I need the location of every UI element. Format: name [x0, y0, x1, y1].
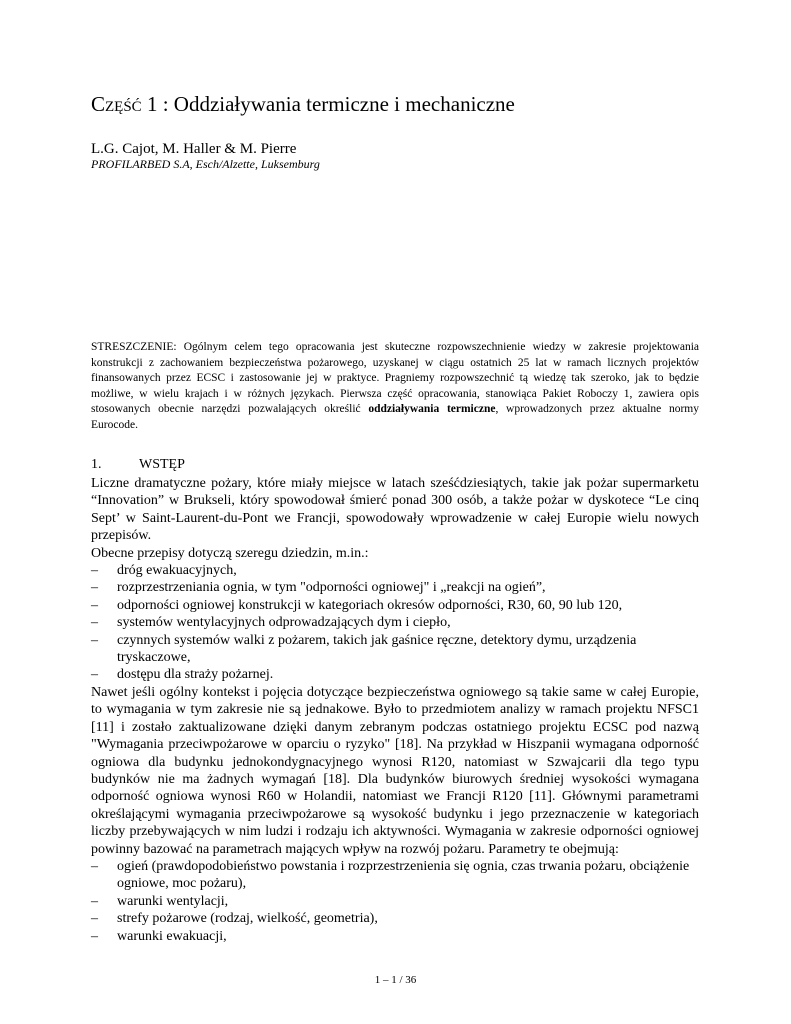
dash-bullet: –: [91, 928, 98, 944]
list-item: [91, 614, 699, 631]
dash-bullet: –: [91, 632, 98, 648]
paragraph-3: Nawet jeśli ogólny kontekst i pojęcia dotyczące bezpieczeństwa ogniowego są takie same w całej Europie, to wymagania w tym zakresie nie są jednakowe. Było to przedmiotem analizy w ramach projektu NFSC1 [11] i zostało zaktualizowane dzięki danym zebranym podczas ostatniego projektu ECSC pod nazwą "Wymagania przeciwpożarowe w oparciu o ryzyko" [18]. Na przykład w Hiszpanii wymagana odporność ogniowa dla budynku jednokondygnacyjnego wynosi R120, natomiast w Szwajcarii dla tego typu budynków nie ma żadnych wymagań [18]. Dla budynków biurowych średniej wysokości wymagana odporność ogniowa wynosi R60 w Holandii, natomiast we Francji R120 [11]. Głównymi parametrami określającymi wymagania przeciwpożarowe są wysokość budynku i jego przeznaczenie w kategoriach liczby przebywających w nim ludzi i rodzaju ich aktywności. Wymagania w zakresie odporności ogniowej powinny bazować na parametrach mających wpływ na rozwój pożaru. Parametry te obejmują:: [91, 684, 699, 857]
abstract-bold-term: oddziaływania termiczne: [368, 403, 496, 415]
list-item-text: systemów wentylacyjnych odprowadzających dym i ciepło,: [117, 615, 451, 631]
authors: L.G. Cajot, M. Haller & M. Pierre: [91, 141, 297, 157]
affiliation: PROFILARBED S.A, Esch/Alzette, Luksemburg: [91, 157, 320, 171]
dash-bullet: –: [91, 667, 98, 683]
list-item: [91, 893, 699, 910]
body-text: [91, 475, 699, 945]
list-item-text: strefy pożarowe (rodzaj, wielkość, geometria),: [117, 911, 378, 927]
abstract-text: STRESZCZENIE: Ogólnym celem tego opracowania jest skuteczne rozpowszechnienie wiedzy w zakresie projektowania konstrukcji z zachowaniem bezpieczeństwa pożarowego, uzyskanej w ciągu ostatnich 25 lat w ramach licznych projektów finansowanych przez ECSC i zastosowanie jej w praktyce. Pragniemy rozpowszechnić tą wiedzę tak szeroko, jak to będzie możliwe, w wielu krajach i w różnych językach. Pierwsza część opracowania, stanowiąca Pakiet Roboczy 1, zawiera opis stosowanych obecnie narzędzi pozwalających określić: [91, 341, 699, 415]
list-item-text: warunki wentylacji,: [117, 893, 229, 909]
abstract-tail: , wprowadzonych przez aktualne normy Eurocode.: [91, 403, 699, 431]
dash-bullet: –: [91, 563, 98, 579]
section-title: WSTĘP: [139, 457, 185, 472]
page-title: [91, 90, 711, 121]
list-item: [91, 928, 699, 945]
list-item: [91, 666, 699, 683]
list-item: [91, 597, 699, 614]
section-heading: [91, 456, 185, 474]
title-main: 1 : Oddziaływania termiczne i mechaniczne: [141, 92, 515, 116]
paragraph-2: Obecne przepisy dotyczą szeregu dziedzin, m.in.:: [91, 545, 369, 561]
regulations-list: [91, 562, 699, 684]
list-item-text: odporności ogniowej konstrukcji w kategoriach okresów odporności, R30, 60, 90 lub 120,: [117, 597, 623, 613]
list-item: [91, 910, 699, 927]
dash-bullet: –: [91, 893, 98, 909]
list-item: [91, 858, 699, 893]
list-item-text: dróg ewakuacyjnych,: [117, 563, 237, 579]
list-item-text: czynnych systemów walki z pożarem, takich jak gaśnice ręczne, detektory dymu, urządzenia tryskaczowe,: [117, 632, 637, 666]
section-number: 1.: [91, 457, 102, 472]
list-item-text: warunki ewakuacji,: [117, 928, 227, 944]
title-prefix-smallcaps: ZĘŚĆ: [105, 99, 142, 115]
page-number: 1 – 1 / 36: [374, 974, 417, 986]
dash-bullet: –: [91, 597, 98, 613]
list-item: [91, 562, 699, 579]
list-item-text: rozprzestrzeniania ognia, w tym "odporności ogniowej" i „reakcji na ogień”,: [117, 580, 546, 596]
dash-bullet: –: [91, 911, 98, 927]
list-item: [91, 579, 699, 596]
paragraph-1: Liczne dramatyczne pożary, które miały miejsce w latach sześćdziesiątych, takie jak pożar supermarketu “Innovation” w Brukseli, który spowodował śmierć ponad 300 osób, a także pożar w dyskotece “Le cinq Sept’ w Saint-Laurent-du-Pont we Francji, spowodowały wprowadzenie w całej Europie wielu nowych przepisów.: [91, 476, 699, 544]
list-item-text: ogień (prawdopodobieństwo powstania i rozprzestrzenienia się ognia, czas trwania pożaru, obciążenie ogniowe, moc pożaru),: [117, 858, 690, 892]
parameters-list: [91, 858, 699, 945]
dash-bullet: –: [91, 580, 98, 596]
dash-bullet: –: [91, 615, 98, 631]
title-prefix-c: C: [91, 92, 106, 116]
abstract: [91, 340, 699, 433]
dash-bullet: –: [91, 858, 98, 874]
list-item: [91, 632, 699, 667]
list-item-text: dostępu dla straży pożarnej.: [117, 667, 274, 683]
